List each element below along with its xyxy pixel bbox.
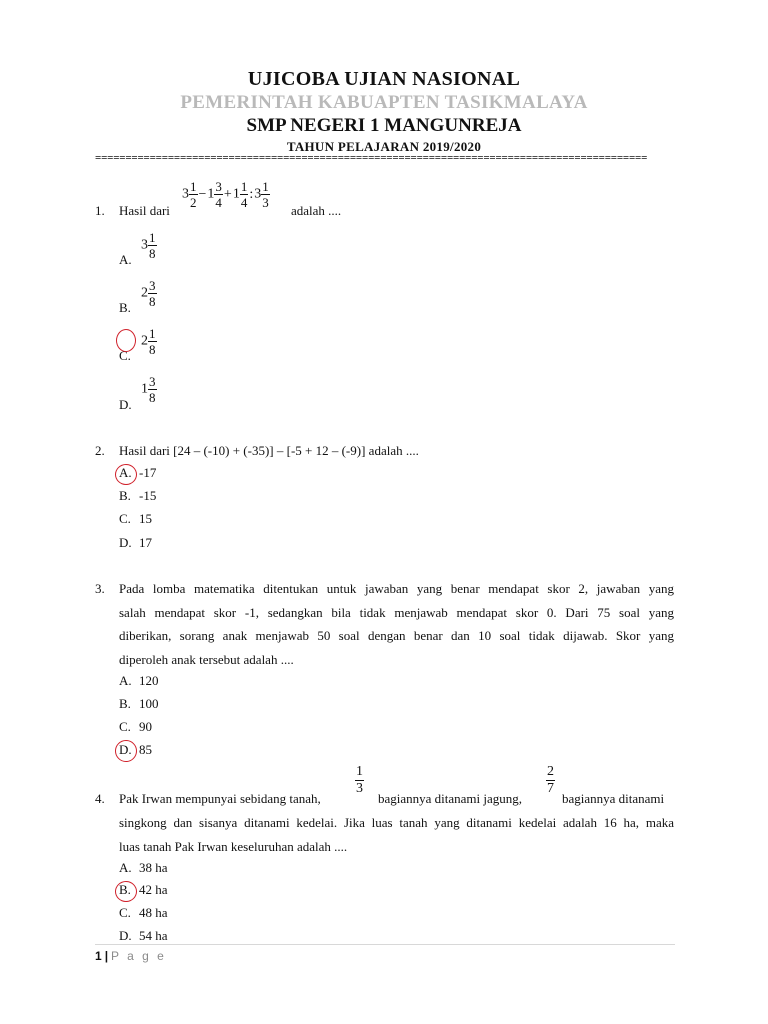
- page-footer: [95, 949, 166, 963]
- q1-prefix: Hasil dari: [119, 203, 170, 218]
- academic-year: TAHUN PELAJARAN 2019/2020: [286, 139, 482, 154]
- q1-expr-whole-4: 3: [254, 186, 262, 202]
- q1-expr-frac-3: $\frac{1}{4}$: [240, 179, 248, 210]
- q1-suffix: adalah ....: [291, 203, 342, 218]
- q4-number: 4.: [95, 791, 105, 806]
- q3-text: Pada lomba matematika ditentukan untuk jawaban yang benar mendapat skor 2, jawaban yang salah mendapat skor -1, sedangkan bila tidak menjawab mendapat skor 0. Dari 75 soal yang diberikan, sorang anak menjawab 50 soal dengan benar dan 10 soal tidak dijawab. Skor yang diperoleh anak tersebut adalah ....: [119, 581, 674, 668]
- school-name: SMP NEGERI 1 MANGUNREJA: [246, 115, 522, 136]
- q1-expression: [182, 180, 270, 209]
- footer-divider: [95, 944, 675, 945]
- q1-expr-whole-2: 1: [207, 186, 215, 202]
- q1-option-c-letter: C.: [119, 348, 131, 363]
- q1-expr-frac-4: $\frac{1}{3}$: [262, 179, 269, 210]
- q1-expr-op-1: −: [198, 186, 207, 202]
- q2-option-c: C. 15: [119, 511, 152, 526]
- q1-option-b-value: 2 $\frac{3}{8}$: [141, 278, 156, 309]
- q3-option-a: A. 120: [119, 673, 159, 688]
- q4-text: singkong dan sisanya ditanami kedelai. Jika luas tanah yang ditanami kedelai adalah 16 ha, maka luas tanah Pak Irwan keseluruhan adalah ....: [119, 815, 674, 854]
- q2-option-d: D. 17: [119, 535, 152, 550]
- q1-option-c-value: 2 $\frac{1}{8}$: [141, 326, 156, 357]
- q3-option-d: D. 85: [119, 742, 152, 757]
- q1-expr-whole-1: 3: [182, 186, 189, 202]
- q2-option-a: A. -17: [119, 465, 157, 480]
- q4-fraction-2: $\frac{2}{7}$: [547, 764, 554, 796]
- q3-option-c: C. 90: [119, 719, 152, 734]
- answer-mark-q2: [115, 464, 137, 485]
- q4-option-d: D. 54 ha: [119, 928, 168, 943]
- q1-expr-frac-1: $\frac{1}{2}$: [190, 179, 197, 210]
- q4-option-a: A. 38 ha: [119, 860, 168, 875]
- q4-text-part3: bagiannya ditanami: [562, 791, 665, 806]
- exam-title: UJICOBA UJIAN NASIONAL: [247, 68, 521, 90]
- government-name: PEMERINTAH KABUAPTEN TASIKMALAYA: [180, 92, 588, 113]
- q4-text-part1: Pak Irwan mempunyai sebidang tanah,: [119, 791, 321, 806]
- q1-expr-op-2: +: [223, 186, 232, 202]
- answer-mark-q4: [115, 881, 137, 902]
- q4-text-part2: bagiannya ditanami jagung,: [378, 791, 523, 806]
- q1-option-b-letter: B.: [119, 300, 131, 315]
- q1-expr-frac-2: $\frac{3}{4}$: [215, 179, 222, 210]
- q4-option-c: C. 48 ha: [119, 905, 168, 920]
- answer-mark-q3: [115, 740, 137, 762]
- q2-number: 2.: [95, 443, 105, 458]
- q1-option-d-letter: D.: [119, 397, 132, 412]
- q1-number: 1.: [95, 203, 105, 218]
- q2-text: Hasil dari [24 – (-10) + (-35)] – [-5 + 12 – (-9)] adalah ....: [119, 443, 419, 458]
- q1-option-a-value: 3 $\frac{1}{8}$: [141, 230, 156, 261]
- q4-option-b: B. 42 ha: [119, 882, 168, 897]
- footer-bar: |: [104, 949, 109, 963]
- header-separator: ===========================================================================================: [95, 152, 648, 164]
- footer-page-label: P a g e: [111, 949, 167, 963]
- answer-mark-q1: [116, 329, 136, 352]
- q3-option-b: B. 100: [119, 696, 159, 711]
- q3-number: 3.: [95, 581, 105, 596]
- q2-option-b: B. -15: [119, 488, 157, 503]
- q1-option-d-value: 1 $\frac{3}{8}$: [141, 374, 156, 405]
- q1-option-a-letter: A.: [119, 252, 132, 267]
- q1-expr-op-3: :: [249, 186, 254, 202]
- q1-expr-whole-3: 1: [232, 186, 240, 202]
- q4-fraction-1: $\frac{1}{3}$: [356, 764, 363, 796]
- page-number: 1: [95, 949, 102, 963]
